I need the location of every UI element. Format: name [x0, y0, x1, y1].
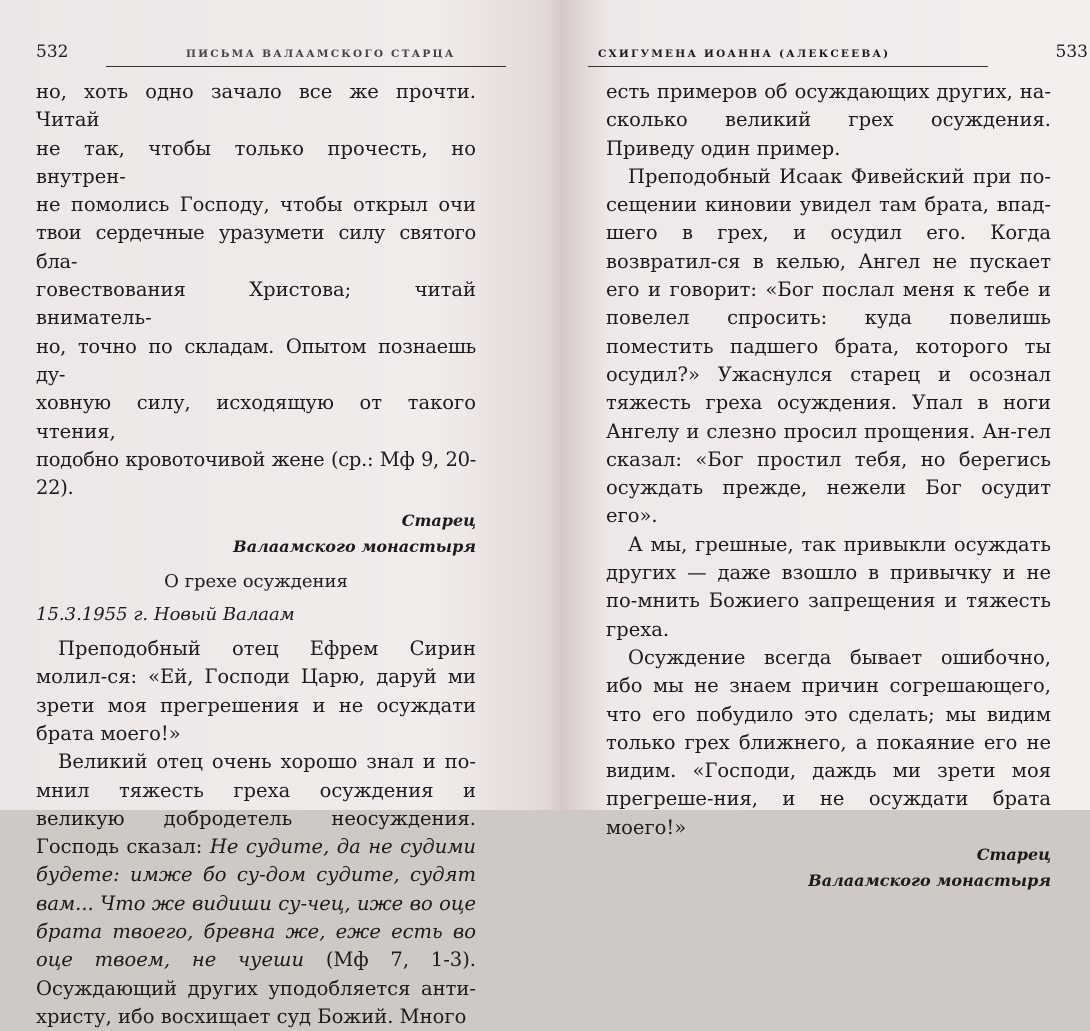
- paragraph-text: Великий отец очень хорошо знал и по-мнил тяжесть греха осуждения и великую добродетель неосуждения. Господь сказал:: [36, 750, 476, 859]
- paragraph: есть примеров об осуждающих других, на-сколько великий грех осуждения. Приведу один пример.: [606, 80, 1051, 160]
- section-title: О грехе осуждения: [164, 571, 348, 593]
- text-line: подобно кровоточивой жене (ср.: Мф 9, 20-22).: [36, 447, 476, 500]
- left-body: [36, 78, 476, 1031]
- text-line: говествования Христова; читай вниматель-: [36, 278, 476, 330]
- text-line: твои сердечные уразумети силу святого бла-: [36, 221, 476, 273]
- header-rule: [106, 66, 506, 67]
- right-header: [588, 44, 1088, 70]
- right-page: [566, 0, 1090, 891]
- text-line: не помолись Господу, чтобы открыл очи: [36, 193, 476, 217]
- paragraph: Осуждение всегда бывает ошибочно, ибо мы не знаем причин согрешающего, что его побудило это сделать; мы видим только грех ближнего, а покаяние его не видим. «Господи, даждь ми зрети моя прегреше-ния, и не осуждати брата моего!»: [606, 645, 1051, 839]
- text-line: не так, чтобы только прочесть, но внутрен-: [36, 136, 476, 188]
- page-number: 533: [1055, 42, 1088, 62]
- left-header: [36, 44, 506, 70]
- paragraph: Преподобный отец Ефрем Сирин молил-ся: «Ей, Господи Царю, даруй ми зрети моя прегрешения и не осуждати брата моего!»: [36, 637, 476, 745]
- running-head: СХИГУМЕНА ИОАННА (АЛЕКСЕЕВА): [598, 48, 891, 60]
- date-line: 15.3.1955 г. Новый Валаам: [36, 603, 295, 625]
- right-body: [606, 78, 1051, 894]
- text-line: ховную силу, исходящую от такого чтения,: [36, 391, 476, 443]
- signature-title: Старец: [976, 845, 1051, 865]
- text-line: но, точно по складам. Опытом познаешь ду-: [36, 334, 476, 386]
- paragraph: [36, 748, 476, 1031]
- signature-place: Валаамского монастыря: [233, 537, 476, 557]
- paragraph-text: (Мф 7, 1-3). Осуждающий других уподобляется анти-христу, ибо восхищает суд Божий. Много: [36, 948, 476, 1028]
- text-line: но, хоть одно зачало все же прочти. Читай: [36, 80, 476, 132]
- scripture-quote: Не судите, да не судими будете: имже бо су-дом судите, судят вам... Что же видиши су-чец, иже во оце брата твоего, бревна же, еже есть во оце твоем, не чуеши: [36, 835, 476, 972]
- page-number: 532: [36, 42, 69, 62]
- paragraph: А мы, грешные, так привыкли осуждать других — даже взошло в привычку и не по-мнить Божиего запрещения и тяжесть греха.: [606, 532, 1051, 641]
- running-head: ПИСЬМА ВАЛААМСКОГО СТАРЦА: [186, 48, 456, 60]
- signature-place: Валаамского монастыря: [808, 871, 1051, 891]
- paragraph: Преподобный Исаак Фивейский при по-сещении киновии увидел там брата, впад-шего в грех, и осудил его. Когда возвратил-ся в келью, Ангел не пускает его и говорит: «Бог послал меня к тебе и повелел спросить: куда повелишь поместить падшего брата, которого ты осудил?» Ужаснулся старец и осознал тяжесть греха осуждения. Упал в ноги Ангелу и слезно просил прощения. Ан-гел сказал: «Бог простил тебя, но берегись осуждать прежде, нежели Бог осудит его».: [606, 164, 1051, 528]
- left-page: [0, 0, 540, 1028]
- header-rule: [588, 66, 988, 67]
- signature-title: Старец: [401, 511, 476, 531]
